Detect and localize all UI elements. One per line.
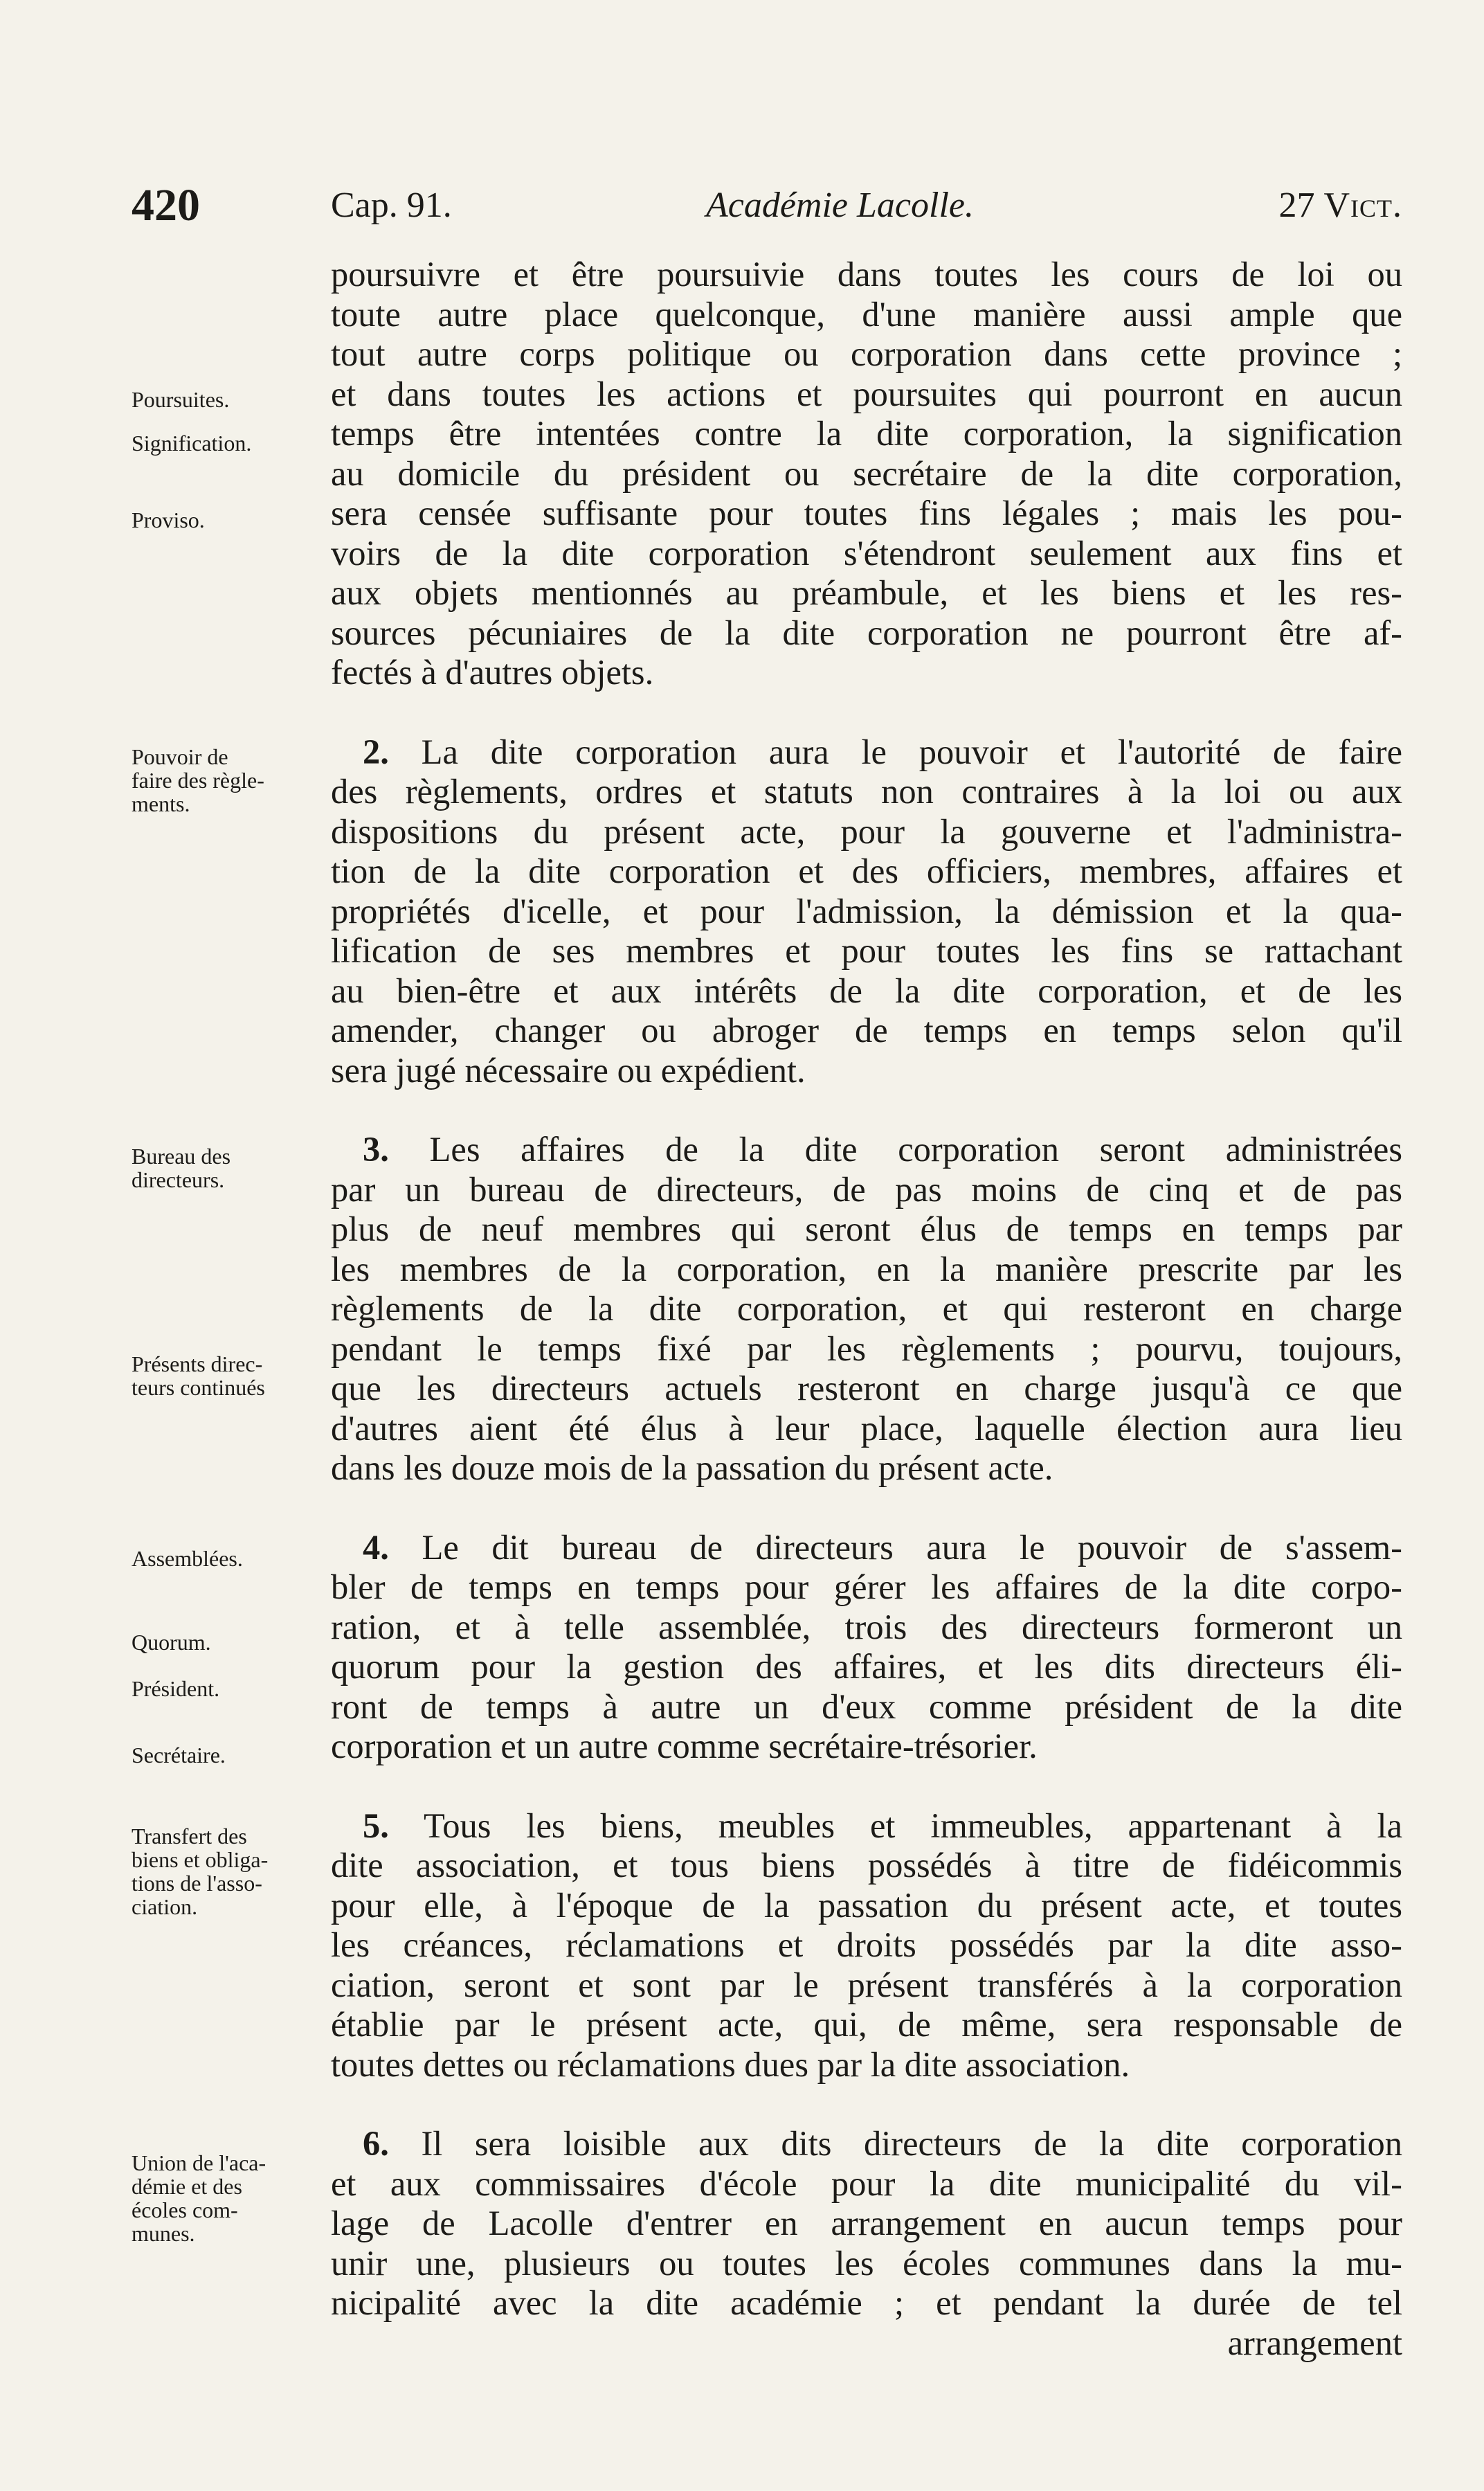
section-number: 4. <box>363 1527 389 1567</box>
text-line: poursuivre et être poursuivie dans toutes les cours de loi ou <box>331 255 1402 294</box>
section-first-line <box>331 1806 1402 1846</box>
section-2 <box>331 732 1402 1091</box>
section-6 <box>331 2124 1402 2363</box>
section-first-line <box>331 1528 1402 1568</box>
margin-note-pouvoir-reglements: Pouvoir de faire des règle- ments. <box>132 744 264 816</box>
margin-note-proviso: Proviso. <box>132 507 205 532</box>
text-line: bler de temps en temps pour gérer les affaires de la dite corpo- <box>331 1567 1402 1606</box>
margin-note-poursuites: Poursuites. <box>132 387 230 412</box>
text-line: lage de Lacolle d'entrer en arrangement en aucun temps pour <box>331 2204 1402 2242</box>
text-line: fectés à d'autres objets. <box>331 653 654 692</box>
catchword: arrangement <box>1227 2323 1402 2362</box>
margin-note-president: Président. <box>132 1676 220 1701</box>
text-line: au domicile du président ou secrétaire de la dite corporation, <box>331 453 1402 493</box>
text-line: les membres de la corporation, en la manière prescrite par les <box>331 1249 1402 1288</box>
statute-text <box>331 255 1402 2363</box>
section-number: 5. <box>363 1806 389 1845</box>
text-line: ciation, seront et sont par le présent transférés à la corporation <box>331 1965 1402 2004</box>
text-line: aux objets mentionnés au préambule, et les biens et les res- <box>331 573 1402 612</box>
text-line: corporation et un autre comme secrétaire-trésorier. <box>331 1727 1038 1765</box>
text-line: des règlements, ordres et statuts non contraires à la loi ou aux <box>331 772 1402 811</box>
margin-note-quorum: Quorum. <box>132 1630 211 1655</box>
text-line: unir une, plusieurs ou toutes les écoles communes dans la mu- <box>331 2243 1402 2283</box>
text-line: lification de ses membres et pour toutes les fins se rattachant <box>331 931 1402 970</box>
margin-note-presents-directeurs: Présents direc- teurs continués <box>132 1351 265 1400</box>
text-line: et dans toutes les actions et poursuites qui pourront en aucun <box>331 374 1402 413</box>
chapter-reference: Cap. 91. <box>331 186 452 225</box>
text-line: règlements de la dite corporation, et qui resteront en charge <box>331 1289 1402 1328</box>
margin-note-transfert-biens: Transfert des biens et obliga- tions de l'asso- ciation. <box>132 1824 269 1919</box>
text-line: pour elle, à l'époque de la passation du présent acte, et toutes <box>331 1885 1402 1925</box>
text-line: ration, et à telle assemblée, trois des directeurs formeront un <box>331 1607 1402 1646</box>
section-4 <box>331 1528 1402 1767</box>
text-line: au bien-être et aux intérêts de la dite corporation, et de les <box>331 971 1402 1010</box>
section-first-text: Les affaires de la dite corporation seront administrées <box>388 1130 1402 1169</box>
section-number: 3. <box>363 1130 389 1169</box>
margin-note-signification: Signification. <box>132 431 252 456</box>
text-line: que les directeurs actuels resteront en charge jusqu'à ce que <box>331 1369 1402 1408</box>
regnal-year-sovereign: Vict. <box>1323 186 1402 225</box>
margin-note-bureau-directeurs: Bureau des directeurs. <box>132 1144 231 1192</box>
text-line: amender, changer ou abroger de temps en temps selon qu'il <box>331 1011 1402 1050</box>
text-line: tion de la dite corporation et des officiers, membres, affaires et <box>331 852 1402 890</box>
section-first-text: Il sera loisible aux dits directeurs de la dite corporation <box>388 2124 1402 2163</box>
text-line: d'autres aient été élus à leur place, laquelle élection aura lieu <box>331 1408 1402 1448</box>
text-line: toute autre place quelconque, d'une manière aussi ample que <box>331 294 1402 334</box>
margin-note-union-ecoles: Union de l'aca- démie et des écoles com- munes. <box>132 2150 266 2246</box>
regnal-year-number: 27 <box>1278 186 1324 225</box>
text-line: quorum pour la gestion des affaires, et les dits directeurs éli- <box>331 1647 1402 1686</box>
text-line: toutes dettes ou réclamations dues par la dite association. <box>331 2044 1130 2084</box>
running-title: Académie Lacolle. <box>706 186 974 225</box>
text-line: dans les douze mois de la passation du présent acte. <box>331 1448 1053 1487</box>
text-line: sera censée suffisante pour toutes fins légales ; mais les pou- <box>331 494 1402 532</box>
section-number: 6. <box>363 2124 389 2163</box>
section-first-line <box>331 732 1402 773</box>
text-line: par un bureau de directeurs, de pas moins de cinq et de pas <box>331 1169 1402 1209</box>
section-first-text: Le dit bureau de directeurs aura le pouvoir de s'assem- <box>388 1527 1402 1567</box>
text-line: propriétés d'icelle, et pour l'admission, la démission et la qua- <box>331 891 1402 930</box>
text-line: temps être intentées contre la dite corporation, la signification <box>331 414 1402 453</box>
section-first-line <box>331 2124 1402 2164</box>
text-line: sources pécuniaires de la dite corporation ne pourront être af- <box>331 613 1402 652</box>
section-number: 2. <box>363 732 389 771</box>
text-line: voirs de la dite corporation s'étendront seulement aux fins et <box>331 533 1402 573</box>
section-first-text: La dite corporation aura le pouvoir et l'autorité de faire <box>388 732 1402 771</box>
paragraph-continuation <box>331 255 1402 693</box>
margin-note-secretaire: Secrétaire. <box>132 1743 226 1768</box>
section-first-text: Tous les biens, meubles et immeubles, appartenant à la <box>388 1806 1402 1845</box>
text-line: établie par le présent acte, qui, de même, sera responsable de <box>331 2005 1402 2044</box>
text-line: plus de neuf membres qui seront élus de temps en temps par <box>331 1209 1402 1248</box>
text-line: pendant le temps fixé par les règlements ; pourvu, toujours, <box>331 1329 1402 1368</box>
text-line: tout autre corps politique ou corporation dans cette province ; <box>331 334 1402 373</box>
text-line: ront de temps à autre un d'eux comme président de la dite <box>331 1687 1402 1726</box>
section-3 <box>331 1130 1402 1489</box>
text-line: dite association, et tous biens possédés à titre de fidéicommis <box>331 1846 1402 1885</box>
text-line: les créances, réclamations et droits possédés par la dite asso- <box>331 1925 1402 1964</box>
text-line: sera jugé nécessaire ou expédient. <box>331 1050 806 1090</box>
text-line: dispositions du présent acte, pour la gouverne et l'administra- <box>331 811 1402 851</box>
text-line: nicipalité avec la dite académie ; et pendant la durée de tel <box>331 2283 1402 2322</box>
section-5 <box>331 1806 1402 2085</box>
text-line: et aux commissaires d'école pour la dite municipalité du vil- <box>331 2164 1402 2203</box>
regnal-year <box>1278 181 1402 230</box>
margin-note-assemblees: Assemblées. <box>132 1546 243 1571</box>
section-first-line <box>331 1130 1402 1170</box>
page-number: 420 <box>132 180 200 231</box>
